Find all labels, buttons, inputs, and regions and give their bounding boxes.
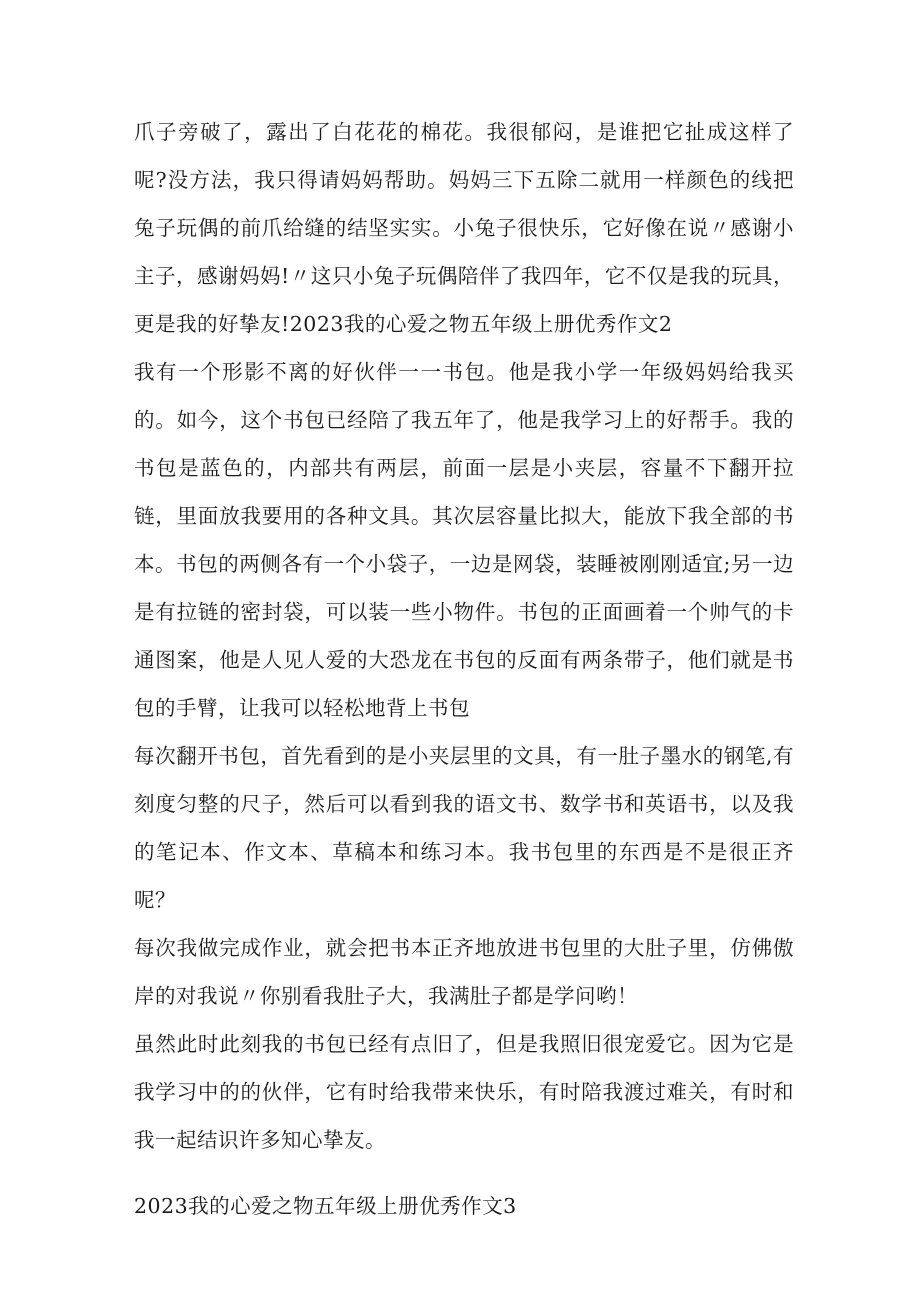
document-page [134,108,794,1230]
paragraph-5: 虽然此时此刻我的书包已经有点旧了，但是我照旧很宠爱它。因为它是我学习中的的伙伴，它有时给我带来快乐，有时陪我渡过难关，有时和我一起结识许多知心挚友。 [134,1032,794,1152]
paragraph-3: 每次翻开书包，首先看到的是小夹层里的文具，有一肚子墨水的钢笔,有刻度匀整的尺子，然后可以看到我的语文书、数学书和英语书，以及我的笔记本、作文本、草稿本和练习本。我书包里的东西是不是很正齐呢？ [134,744,794,912]
paragraph-4: 每次我做完成作业，就会把书本正齐地放进书包里的大肚子里，仿佛傲岸的对我说〃你别看我肚子大，我满肚子都是学问哟！ [134,936,794,1008]
paragraph-2: 我有一个形影不离的好伙伴一一书包。他是我小学一年级妈妈给我买的。如今，这个书包已经陪了我五年了，他是我学习上的好帮手。我的书包是蓝色的，内部共有两层，前面一层是小夹层，容量不下翻开拉链，里面放我要用的各种文具。其次层容量比拟大，能放下我全部的书本。书包的两侧各有一个小袋子，一边是网袋，装睡被刚刚适宜;另一边是有拉链的密封袋，可以装一些小物件。书包的正面画着一个帅气的卡通图案，他是人见人爱的大恐龙在书包的反面有两条带子，他们就是书包的手臂，让我可以轻松地背上书包 [134,360,794,720]
section-heading-3: 2023我的心爱之物五年级上册优秀作文3 [134,1194,517,1218]
paragraph-1: 爪子旁破了，露出了白花花的棉花。我很郁闷，是谁把它扯成这样了呢?没方法，我只得请妈妈帮助。妈妈三下五除二就用一样颜色的线把兔子玩偶的前爪给缝的结坚实实。小兔子很快乐，它好像在说〃感谢小主子，感谢妈妈!〃这只小兔子玩偶陪伴了我四年，它不仅是我的玩具，更是我的好挚友!2023我的心爱之物五年级上册优秀作文2 [134,120,794,336]
